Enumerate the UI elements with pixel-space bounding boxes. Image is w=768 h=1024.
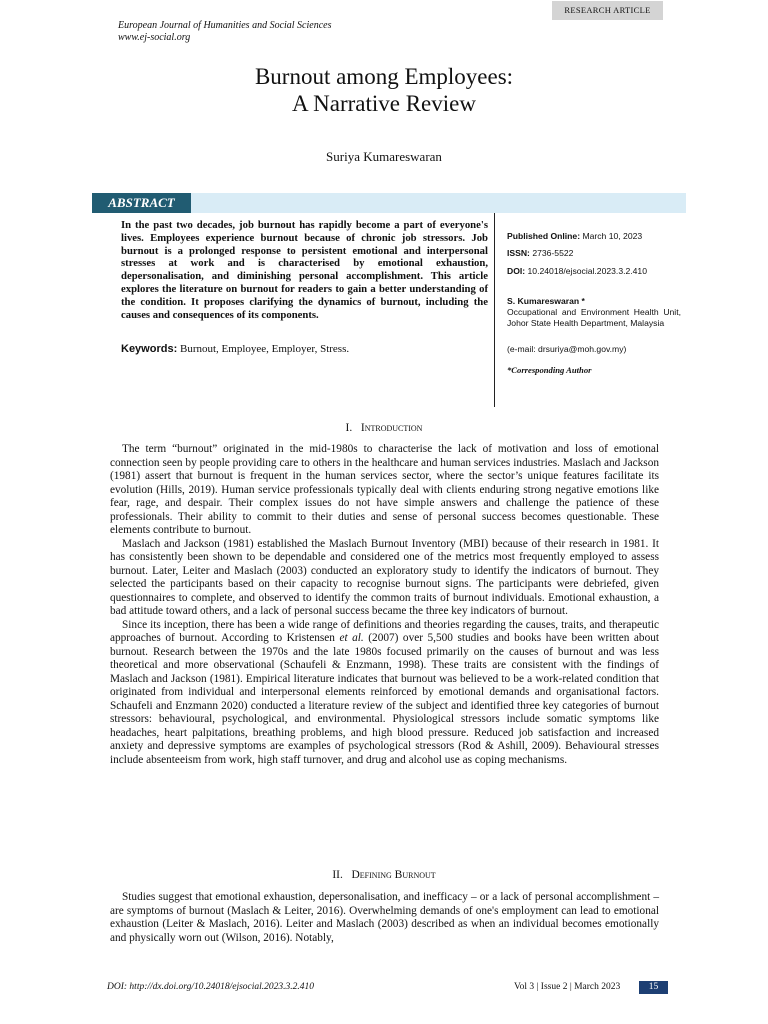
published-date: Published Online: March 10, 2023 xyxy=(507,231,643,241)
keywords-label: Keywords: xyxy=(121,343,178,355)
keywords-value: Burnout, Employee, Employer, Stress. xyxy=(180,343,350,355)
column-divider xyxy=(494,213,495,407)
author-name: Suriya Kumareswaran xyxy=(326,149,442,164)
article-type-badge: RESEARCH ARTICLE xyxy=(552,1,663,20)
section-heading-defining-burnout: II. Defining Burnout xyxy=(332,869,436,881)
page-number: 15 xyxy=(639,981,668,994)
keywords xyxy=(121,343,488,355)
introduction-body xyxy=(110,443,659,767)
abstract-heading: ABSTRACT xyxy=(92,193,191,213)
title-line-2: A Narrative Review xyxy=(292,91,476,116)
title-line-1: Burnout among Employees: xyxy=(254,64,514,89)
doi: DOI: 10.24018/ejsocial.2023.3.2.410 xyxy=(507,266,647,276)
journal-header xyxy=(118,20,331,44)
journal-url: www.ej-social.org xyxy=(118,32,191,43)
defining-burnout-body xyxy=(110,891,659,945)
paragraph: Maslach and Jackson (1981) established the Maslach Burnout Inventory (MBI) because of their research in 1981. It has consistently been shown to be dependable and considered one of the metrics most frequently employed to assess burnout. Later, Leiter and Maslach (2003) conducted an exploratory study to identify the indicators of burnout. They selected the participants based on their capacity to recognise burnout signs. The participants were debriefed, given questionnaires to complete, and observed to identify the common traits of burnout individuals. Emotional exhaustion, a bad attitude toward others, and a lack of personal success became the three key indicators of burnout. xyxy=(110,537,659,617)
author-affiliation: Occupational and Environment Health Unit, Johor State Health Department, Malaysia xyxy=(507,307,681,328)
footer-volume: Vol 3 | Issue 2 | March 2023 xyxy=(514,982,621,992)
section-heading-introduction: I. Introduction xyxy=(345,422,423,434)
paragraph: Since its inception, there has been a wide range of definitions and theories regarding the causes, traits, and therapeutic approaches of burnout. According to Kristensen et al. (2007) over 5,500 studies and books have been written about burnout. Research between the 1970s and the late 1980s focused primarily on the causes of burnout and was less theoretical and more observational (Schaufeli & Enzmann, 1998). These traits are consistent with the findings of Maslach and Jackson (1981). Empirical literature indicates that burnout was believed to be a work-related condition that originated from individual and interpersonal elements reinforced by emotional demands and organisational factors. Schaufeli and Enzmann 2020) conducted a literature review of the subject and identified three key categories of burnout stressors: behavioural, psychological, and environmental. Physiological stressors include somatic symptoms like headaches, heart palpitations, breathing problems, and high blood pressure. Reduced job satisfaction and increased anxiety and depressive symptoms are examples of psychological stressors (Rod & Ashill, 2009). Behavioural stresses include absenteeism from work, high staff turnover, and drug and alcohol use as coping mechanisms. xyxy=(110,618,660,766)
issn: ISSN: 2736-5522 xyxy=(507,248,574,258)
corresponding-author-note: *Corresponding Author xyxy=(507,365,592,375)
journal-name: European Journal of Humanities and Social Sciences xyxy=(118,20,332,31)
abstract-text: In the past two decades, job burnout has rapidly become a part of everyone's lives. Employees experience burnout because of chronic job stressors. Job burnout is a prolonged response to persistent emotional and interpersonal stresses at work and is characterised by emotional exhaustion, depersonalisation, and diminishing personal accomplishment. This article explores the literature on burnout for readers to gain a better understanding of the condition. It proposes clarifying the dynamics of burnout, including the causes and consequences of its components. xyxy=(121,219,488,321)
author-email[interactable]: (e-mail: drsuriya@moh.gov.my) xyxy=(507,344,627,354)
paragraph: Studies suggest that emotional exhaustion, depersonalisation, and inefficacy – or a lack of personal accomplishment – are symptoms of burnout (Maslach & Leiter, 2016). Overwhelming demands of one's employment can lead to emotional exhaustion (Leiter & Maslach, 2016). Leiter and Maslach (2003) described as when an individual becomes emotionally and physically worn out (Wilson, 2016). Notably, xyxy=(110,891,659,944)
paper-title xyxy=(0,63,768,117)
paragraph: The term “burnout” originated in the mid-1980s to characterise the lack of motivation and loss of emotional connection seen by people providing care to others in the healthcare and human services industries. Maslach and Jackson (1981) assert that burnout is frequent in the human services sector, where the sector’s unique features facilitate its evolution (Hills, 2019). Human service professionals typically deal with clients enduring strong negative emotions like fear, rage, and despair. Their complex issues do not have simple answers and challenge the patience of these professionals. Their ability to commit to their duties and sense of personal success becomes questionable. These elements contribute to burnout. xyxy=(110,443,659,536)
footer-doi[interactable]: DOI: http://dx.doi.org/10.24018/ejsocial.2023.3.2.410 xyxy=(107,982,315,992)
corresponding-author-name: S. Kumareswaran * xyxy=(507,296,585,306)
